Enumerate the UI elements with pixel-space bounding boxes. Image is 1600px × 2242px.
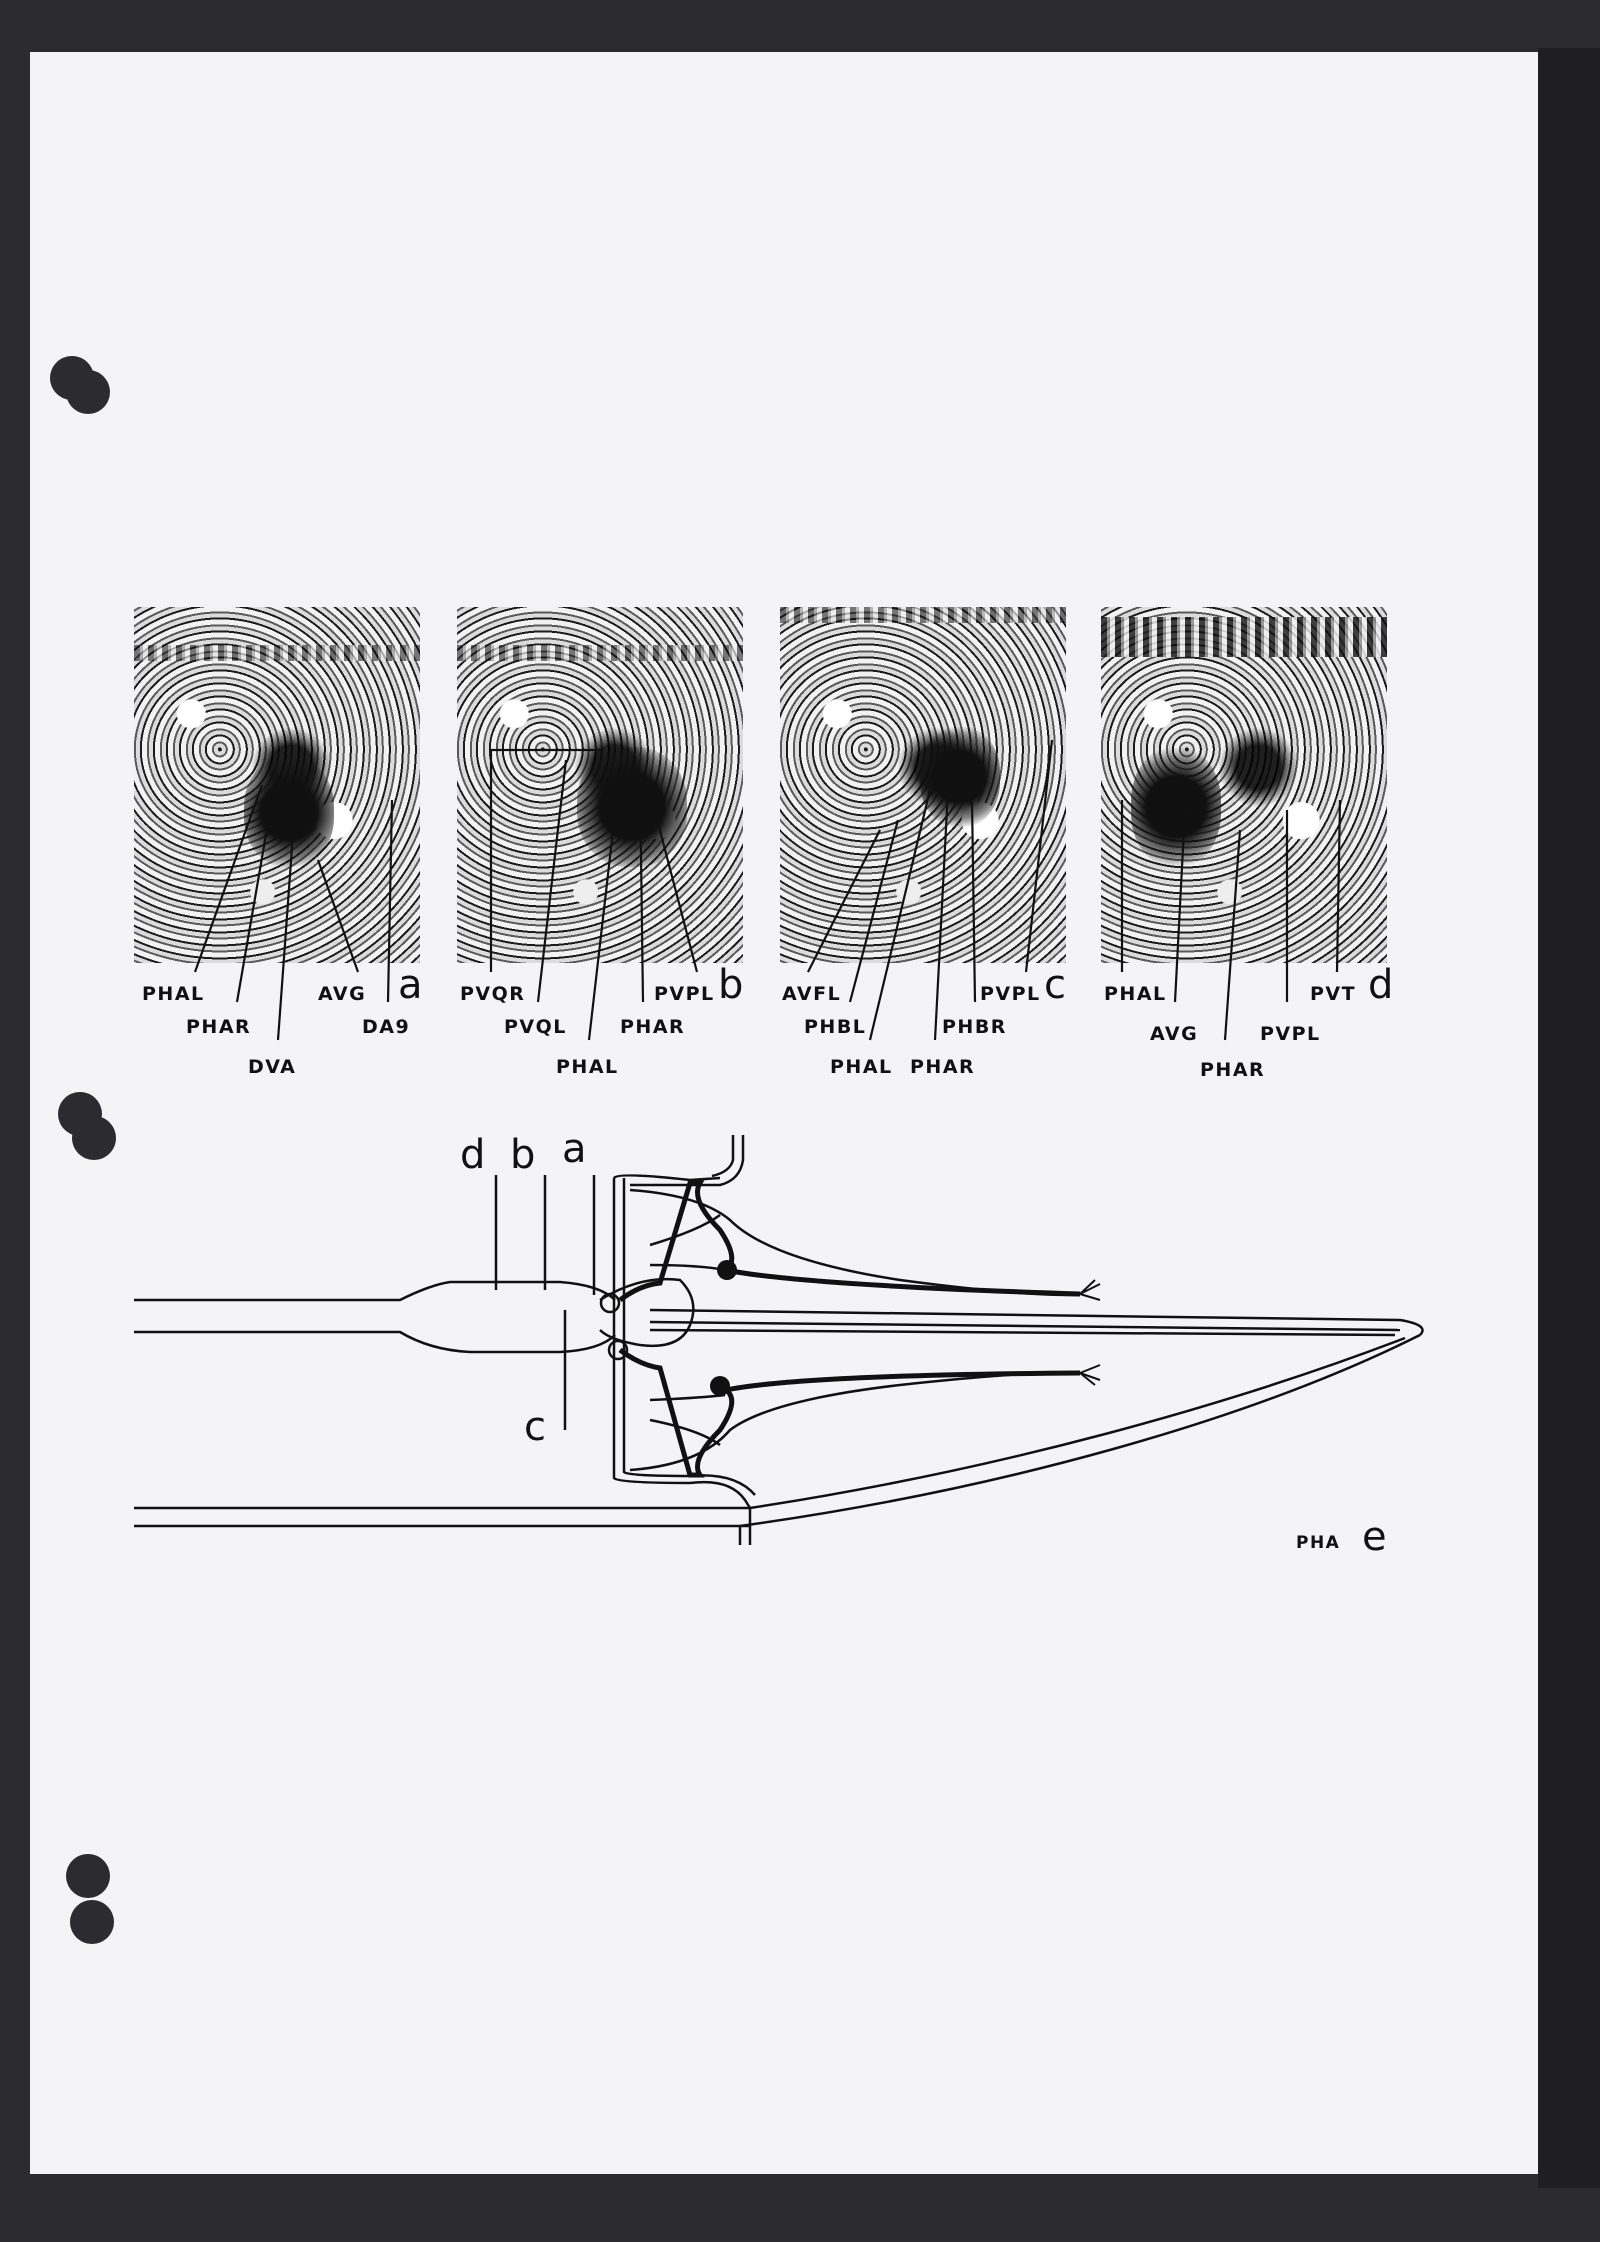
schematic-drawing — [134, 1135, 1423, 1545]
panel-letter-d: d — [1368, 962, 1394, 1008]
label-c-4: PHAR — [910, 1056, 976, 1078]
section-letter-b: b — [510, 1132, 536, 1178]
label-c-3: PHAL — [830, 1056, 893, 1078]
caption-letter-e: e — [1362, 1514, 1387, 1560]
label-a-5: DA9 — [362, 1016, 411, 1038]
caption-small: PHA — [1296, 1533, 1341, 1553]
section-letter-d: d — [460, 1132, 486, 1178]
label-b-3: PHAL — [556, 1056, 619, 1078]
label-d-3: PHAR — [1200, 1059, 1266, 1081]
label-a-4: AVG — [318, 983, 367, 1005]
section-letter-c: c — [524, 1404, 546, 1450]
label-a-2: PHAR — [186, 1016, 252, 1038]
label-c-5: PHBR — [942, 1016, 1007, 1038]
label-b-5: PVPL — [654, 983, 715, 1005]
label-c-1: AVFL — [782, 983, 842, 1005]
label-d-2: AVG — [1150, 1023, 1199, 1045]
label-d-4: PVPL — [1260, 1023, 1321, 1045]
label-b-2: PVQL — [504, 1016, 567, 1038]
label-b-4: PHAR — [620, 1016, 686, 1038]
panel-leader-lines — [195, 740, 1340, 1040]
label-c-2: PHBL — [804, 1016, 867, 1038]
label-c-6: PVPL — [980, 983, 1041, 1005]
label-b-1: PVQR — [460, 983, 526, 1005]
panel-letter-b: b — [718, 962, 744, 1008]
panel-letter-c: c — [1044, 962, 1066, 1008]
panel-letter-a: a — [398, 962, 423, 1008]
section-letter-a: a — [562, 1126, 587, 1172]
label-d-5: PVT — [1310, 983, 1357, 1005]
label-a-1: PHAL — [142, 983, 205, 1005]
label-a-3: DVA — [248, 1056, 297, 1078]
label-d-1: PHAL — [1104, 983, 1167, 1005]
